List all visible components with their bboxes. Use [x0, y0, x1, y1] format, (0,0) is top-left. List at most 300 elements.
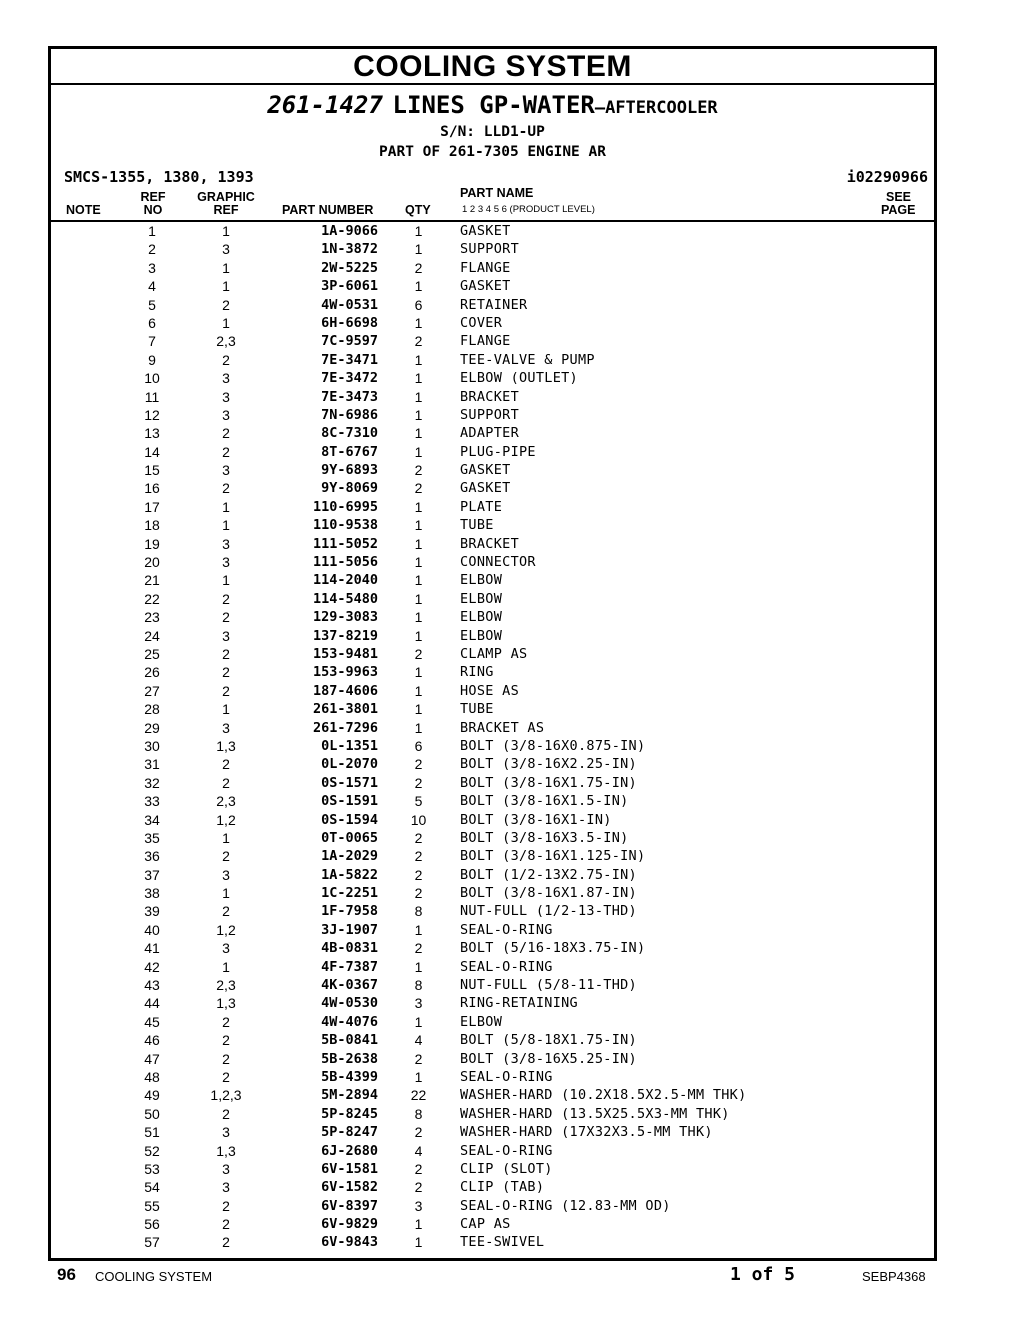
part-name: WASHER-HARD (17X32X3.5-MM THK) [460, 1124, 713, 1141]
ref-no: 38 [144, 885, 160, 902]
group-title [51, 91, 934, 122]
part-name: NUT-FULL (1/2-13-THD) [460, 903, 637, 920]
part-of-note: PART OF 261-7305 ENGINE AR [379, 144, 606, 160]
part-number: 114-5480 [312, 590, 378, 607]
part-name: TEE-SWIVEL [460, 1234, 545, 1251]
ref-no: 3 [148, 259, 156, 276]
table-row [51, 535, 934, 553]
quantity: 1 [414, 1013, 423, 1030]
part-name: GASKET [460, 462, 511, 479]
part-number: 9Y-6893 [321, 462, 378, 479]
part-number: 111-5052 [312, 535, 378, 552]
table-header [51, 186, 934, 222]
part-name: PLUG-PIPE [460, 443, 536, 460]
table-row [51, 369, 934, 387]
ref-no: 17 [144, 498, 160, 515]
ref-no: 15 [144, 462, 160, 479]
graphic-ref: 2 [222, 1216, 230, 1233]
graphic-ref: 1 [222, 223, 230, 239]
graphic-ref: 2 [222, 443, 230, 460]
table-row [51, 921, 934, 939]
part-name: BOLT (5/16-18X3.75-IN) [460, 940, 646, 957]
ref-no: 6 [148, 314, 156, 331]
part-name: RING-RETAINING [460, 995, 578, 1012]
part-number: 110-9538 [312, 517, 378, 534]
table-row [51, 700, 934, 718]
ref-no: 22 [144, 590, 160, 607]
part-number: 6V-1582 [321, 1179, 378, 1196]
quantity: 2 [414, 645, 423, 662]
ref-no: 33 [144, 793, 160, 810]
ref-no: 40 [144, 921, 160, 938]
part-name: HOSE AS [460, 682, 519, 699]
part-number: 2W-5225 [321, 259, 378, 276]
quantity: 1 [414, 388, 423, 405]
part-number: 153-9481 [312, 645, 378, 662]
part-number: 261-3801 [312, 701, 378, 718]
graphic-ref: 2 [222, 590, 230, 607]
quantity: 4 [414, 1032, 423, 1049]
part-name: BOLT (3/8-16X1.75-IN) [460, 774, 637, 791]
header-ref-bottom: NO [143, 203, 163, 217]
part-number: 3P-6061 [321, 278, 378, 295]
group-name: LINES GP-WATER [392, 91, 595, 119]
part-name: WASHER-HARD (13.5X25.5X3-MM THK) [460, 1105, 730, 1122]
part-name: ELBOW [460, 627, 503, 644]
graphic-ref: 3 [222, 940, 230, 957]
part-number: 111-5056 [312, 554, 378, 571]
ref-no: 46 [144, 1032, 160, 1049]
part-number: 1F-7958 [321, 903, 378, 920]
header-ref-top: REF [140, 190, 166, 204]
graphic-ref: 3 [222, 370, 230, 387]
part-name: BOLT (3/8-16X1.5-IN) [460, 793, 629, 810]
graphic-ref: 3 [222, 462, 230, 479]
part-number: 0S-1591 [321, 793, 378, 810]
table-row [51, 516, 934, 534]
quantity: 2 [414, 885, 423, 902]
graphic-ref: 1,3 [216, 995, 236, 1012]
graphic-ref: 2 [222, 1197, 230, 1214]
graphic-ref: 2 [222, 1234, 230, 1251]
table-row [51, 792, 934, 810]
graphic-ref: 1 [222, 498, 230, 515]
quantity: 2 [414, 940, 423, 957]
graphic-ref: 2 [222, 1013, 230, 1030]
footer-page-of: 1 of 5 [730, 1264, 796, 1285]
ref-no: 39 [144, 903, 160, 920]
part-number: 6J-2680 [321, 1142, 378, 1159]
header-graphic-bottom: REF [213, 203, 239, 217]
ref-no: 37 [144, 866, 160, 883]
graphic-ref: 3 [222, 1179, 230, 1196]
table-row [51, 461, 934, 479]
page-footer [0, 1262, 1020, 1292]
quantity: 2 [414, 756, 423, 773]
part-number: 4W-0531 [321, 296, 378, 313]
header-product-levels: 1 2 3 4 5 6 (PRODUCT LEVEL) [462, 204, 595, 215]
graphic-ref: 3 [222, 866, 230, 883]
ref-no: 45 [144, 1013, 160, 1030]
header-see-bottom: PAGE [881, 203, 916, 217]
part-number: 1C-2251 [321, 885, 378, 902]
part-name: BOLT (3/8-16X2.25-IN) [460, 756, 637, 773]
part-number: 3J-1907 [321, 921, 378, 938]
quantity: 2 [414, 1160, 423, 1177]
table-row [51, 719, 934, 737]
ref-no: 57 [144, 1234, 160, 1251]
part-name: CLAMP AS [460, 645, 528, 662]
graphic-ref: 3 [222, 241, 230, 258]
table-row [51, 314, 934, 332]
part-number: 5M-2894 [321, 1087, 378, 1104]
table-row [51, 902, 934, 920]
part-number: 4K-0367 [321, 977, 378, 994]
part-name: SEAL-O-RING (12.83-MM OD) [460, 1197, 671, 1214]
part-name: SEAL-O-RING [460, 1068, 553, 1085]
ref-no: 56 [144, 1216, 160, 1233]
part-name: NUT-FULL (5/8-11-THD) [460, 977, 637, 994]
ref-no: 43 [144, 977, 160, 994]
table-row [51, 240, 934, 258]
graphic-ref: 1 [222, 572, 230, 589]
part-number: 153-9963 [312, 664, 378, 681]
part-name: ELBOW [460, 572, 503, 589]
header-see-top: SEE [886, 190, 912, 204]
ref-no: 52 [144, 1142, 160, 1159]
table-row [51, 755, 934, 773]
quantity: 1 [414, 406, 423, 423]
part-number: 6H-6698 [321, 314, 378, 331]
part-number: 261-7296 [312, 719, 378, 736]
table-row [51, 958, 934, 976]
quantity: 1 [414, 425, 423, 442]
quantity: 1 [414, 590, 423, 607]
footer-page-number: 96 [57, 1265, 76, 1284]
part-name: ELBOW [460, 609, 503, 626]
part-name: FLANGE [460, 259, 511, 276]
table-row [51, 1050, 934, 1068]
ref-no: 11 [144, 388, 160, 405]
part-name: FLANGE [460, 333, 511, 350]
footer-section: COOLING SYSTEM [95, 1269, 213, 1284]
part-number: 129-3083 [312, 609, 378, 626]
part-number: 7C-9597 [321, 333, 378, 350]
part-number: 6V-8397 [321, 1197, 378, 1214]
ref-no: 21 [144, 572, 160, 589]
part-number: 0S-1571 [321, 774, 378, 791]
ref-no: 53 [144, 1160, 160, 1177]
quantity: 1 [414, 517, 423, 534]
part-name: BOLT (3/8-16X1-IN) [460, 811, 612, 828]
ref-no: 44 [144, 995, 160, 1012]
part-name: SEAL-O-RING [460, 958, 553, 975]
quantity: 2 [414, 866, 423, 883]
table-row [51, 1105, 934, 1123]
quantity: 3 [414, 1197, 423, 1214]
ref-no: 36 [144, 848, 160, 865]
graphic-ref: 1,2,3 [210, 1087, 242, 1104]
table-row [51, 939, 934, 957]
part-name: GASKET [460, 278, 511, 295]
graphic-ref: 3 [222, 388, 230, 405]
graphic-ref: 2 [222, 480, 230, 497]
quantity: 1 [414, 351, 423, 368]
parts-list-frame [48, 46, 937, 1261]
parts-table-body [51, 222, 934, 1252]
table-row [51, 296, 934, 314]
table-row [51, 1086, 934, 1104]
quantity: 8 [414, 903, 423, 920]
quantity: 1 [414, 554, 423, 571]
ref-no: 54 [144, 1179, 160, 1196]
quantity: 2 [414, 1179, 423, 1196]
graphic-ref: 1 [222, 958, 230, 975]
graphic-ref: 3 [222, 1160, 230, 1177]
table-row [51, 1233, 934, 1251]
part-name: GASKET [460, 223, 511, 239]
quantity: 6 [414, 737, 423, 754]
graphic-ref: 3 [222, 627, 230, 644]
part-name: BOLT (3/8-16X3.5-IN) [460, 829, 629, 846]
quantity: 2 [414, 333, 423, 350]
quantity: 1 [414, 1068, 423, 1085]
quantity: 1 [414, 958, 423, 975]
part-name: RETAINER [460, 296, 528, 313]
ref-no: 28 [144, 701, 160, 718]
table-row [51, 222, 934, 240]
part-name: ADAPTER [460, 425, 519, 442]
ref-no: 42 [144, 958, 160, 975]
quantity: 1 [414, 1216, 423, 1233]
part-number: 6V-9843 [321, 1234, 378, 1251]
table-row [51, 1068, 934, 1086]
graphic-ref: 3 [222, 406, 230, 423]
ref-no: 25 [144, 645, 160, 662]
quantity: 4 [414, 1142, 423, 1159]
ref-no: 35 [144, 829, 160, 846]
part-name: ELBOW [460, 590, 503, 607]
part-number: 6V-9829 [321, 1216, 378, 1233]
quantity: 2 [414, 848, 423, 865]
part-number: 1A-2029 [321, 848, 378, 865]
table-row [51, 1178, 934, 1196]
quantity: 1 [414, 314, 423, 331]
ref-no: 12 [144, 406, 160, 423]
graphic-ref: 3 [222, 554, 230, 571]
graphic-ref: 1 [222, 314, 230, 331]
quantity: 2 [414, 1124, 423, 1141]
table-row [51, 590, 934, 608]
table-row [51, 811, 934, 829]
part-number: 0S-1594 [321, 811, 378, 828]
quantity: 8 [414, 1105, 423, 1122]
part-name: BOLT (5/8-18X1.75-IN) [460, 1032, 637, 1049]
ref-no: 41 [144, 940, 160, 957]
table-row [51, 1031, 934, 1049]
part-name: BOLT (3/8-16X0.875-IN) [460, 737, 646, 754]
part-name: SUPPORT [460, 406, 519, 423]
group-subname: —AFTERCOOLER [594, 98, 718, 118]
graphic-ref: 1 [222, 701, 230, 718]
part-number: 110-6995 [312, 498, 378, 515]
part-number: 5B-2638 [321, 1050, 378, 1067]
quantity: 2 [414, 259, 423, 276]
graphic-ref: 3 [222, 1124, 230, 1141]
table-row [51, 829, 934, 847]
header-part-name: PART NAME [460, 186, 534, 200]
table-row [51, 443, 934, 461]
table-row [51, 994, 934, 1012]
quantity: 6 [414, 296, 423, 313]
ref-no: 14 [144, 443, 160, 460]
part-number: 4W-4076 [321, 1013, 378, 1030]
part-number: 5B-4399 [321, 1068, 378, 1085]
graphic-ref: 2 [222, 774, 230, 791]
table-row [51, 351, 934, 369]
quantity: 2 [414, 829, 423, 846]
quantity: 10 [410, 811, 427, 828]
part-name: SEAL-O-RING [460, 921, 553, 938]
part-number: 5B-0841 [321, 1032, 378, 1049]
ref-no: 32 [144, 774, 160, 791]
graphic-ref: 2 [222, 296, 230, 313]
part-number: 1A-5822 [321, 866, 378, 883]
part-name: SEAL-O-RING [460, 1142, 553, 1159]
part-number: 137-8219 [312, 627, 378, 644]
table-row [51, 866, 934, 884]
ref-no: 48 [144, 1068, 160, 1085]
part-number: 7N-6986 [321, 406, 378, 423]
part-name: TEE-VALVE & PUMP [460, 351, 595, 368]
table-row [51, 1160, 934, 1178]
graphic-ref: 2 [222, 664, 230, 681]
part-name: RING [460, 664, 494, 681]
table-row [51, 388, 934, 406]
quantity: 1 [414, 370, 423, 387]
quantity: 5 [414, 793, 423, 810]
document-identifier: i02290966 [846, 168, 928, 186]
graphic-ref: 1 [222, 278, 230, 295]
footer-doc-number: SEBP4368 [862, 1269, 926, 1284]
table-row [51, 424, 934, 442]
part-name: TUBE [460, 517, 494, 534]
part-number: 0T-0065 [321, 829, 378, 846]
ref-no: 4 [148, 278, 156, 295]
part-name: CLIP (TAB) [460, 1179, 545, 1196]
quantity: 1 [414, 701, 423, 718]
quantity: 22 [410, 1087, 427, 1104]
ref-no: 30 [144, 737, 160, 754]
smcs-codes: SMCS-1355, 1380, 1393 [64, 168, 254, 186]
part-name: BOLT (3/8-16X1.125-IN) [460, 848, 646, 865]
part-name: CONNECTOR [460, 554, 536, 571]
graphic-ref: 1,2 [216, 921, 236, 938]
ref-no: 29 [144, 719, 160, 736]
graphic-ref: 1 [222, 885, 230, 902]
part-number: 1N-3872 [321, 241, 378, 258]
ref-no: 2 [148, 241, 156, 258]
ref-no: 23 [144, 609, 160, 626]
quantity: 1 [414, 627, 423, 644]
table-row [51, 553, 934, 571]
quantity: 1 [414, 498, 423, 515]
quantity: 1 [414, 572, 423, 589]
part-number: 5P-8245 [321, 1105, 378, 1122]
table-row [51, 1013, 934, 1031]
ref-no: 31 [144, 756, 160, 773]
graphic-ref: 2 [222, 756, 230, 773]
quantity: 1 [414, 719, 423, 736]
part-name: CLIP (SLOT) [460, 1160, 553, 1177]
part-number: 4F-7387 [321, 958, 378, 975]
graphic-ref: 1,3 [216, 1142, 236, 1159]
section-title: COOLING SYSTEM [51, 49, 934, 85]
part-name: WASHER-HARD (10.2X18.5X2.5-MM THK) [460, 1087, 747, 1104]
graphic-ref: 1,3 [216, 737, 236, 754]
part-number: 4W-0530 [321, 995, 378, 1012]
part-number: 8C-7310 [321, 425, 378, 442]
ref-no: 55 [144, 1197, 160, 1214]
table-row [51, 1215, 934, 1233]
graphic-ref: 2 [222, 1105, 230, 1122]
graphic-ref: 2,3 [216, 977, 236, 994]
table-row [51, 498, 934, 516]
graphic-ref: 1 [222, 829, 230, 846]
graphic-ref: 2,3 [216, 333, 236, 350]
table-row [51, 332, 934, 350]
group-number: 261-1427 [267, 91, 383, 119]
ref-no: 34 [144, 811, 160, 828]
part-number: 187-4606 [312, 682, 378, 699]
ref-no: 16 [144, 480, 160, 497]
part-number: 0L-2070 [321, 756, 378, 773]
ref-no: 19 [144, 535, 160, 552]
part-name: ELBOW (OUTLET) [460, 370, 578, 387]
table-row [51, 608, 934, 626]
table-row [51, 627, 934, 645]
quantity: 1 [414, 443, 423, 460]
graphic-ref: 1 [222, 517, 230, 534]
ref-no: 18 [144, 517, 160, 534]
quantity: 1 [414, 278, 423, 295]
quantity: 1 [414, 535, 423, 552]
graphic-ref: 2 [222, 1068, 230, 1085]
quantity: 1 [414, 664, 423, 681]
part-number: 4B-0831 [321, 940, 378, 957]
part-name: BRACKET [460, 535, 519, 552]
part-number: 6V-1581 [321, 1160, 378, 1177]
part-number: 9Y-8069 [321, 480, 378, 497]
graphic-ref: 3 [222, 535, 230, 552]
ref-no: 24 [144, 627, 160, 644]
ref-no: 27 [144, 682, 160, 699]
part-name: ELBOW [460, 1013, 503, 1030]
part-name: BOLT (1/2-13X2.75-IN) [460, 866, 637, 883]
table-row [51, 737, 934, 755]
part-name: BRACKET AS [460, 719, 545, 736]
part-name: TUBE [460, 701, 494, 718]
ref-no: 26 [144, 664, 160, 681]
graphic-ref: 2 [222, 645, 230, 662]
part-name: COVER [460, 314, 503, 331]
graphic-ref: 2 [222, 682, 230, 699]
quantity: 1 [414, 241, 423, 258]
graphic-ref: 2 [222, 425, 230, 442]
graphic-ref: 2 [222, 1032, 230, 1049]
ref-no: 9 [148, 351, 156, 368]
quantity: 1 [414, 682, 423, 699]
